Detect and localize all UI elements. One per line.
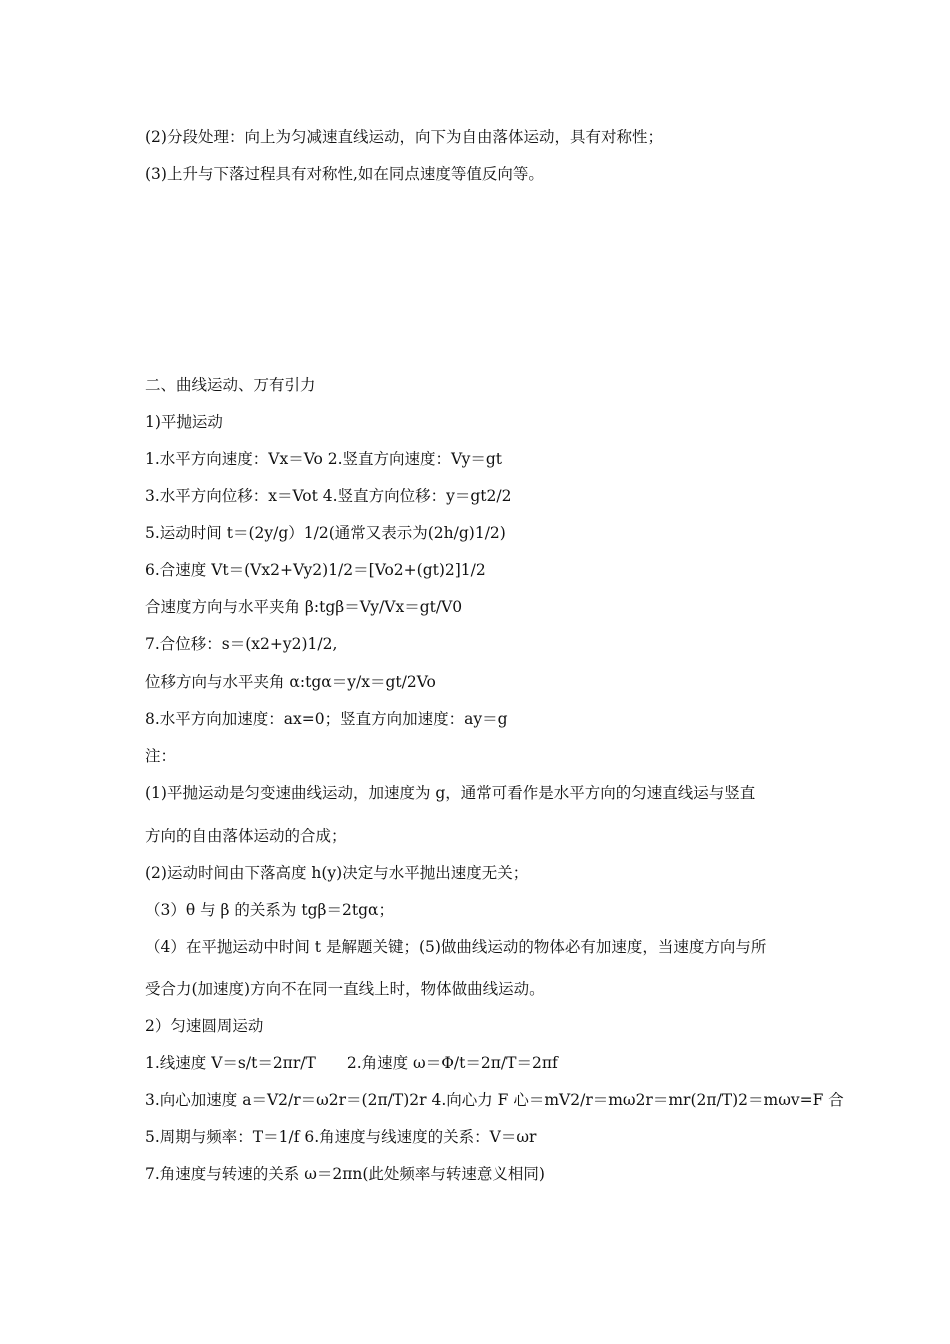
note-label: 注： <box>145 747 177 765</box>
note-line: (1)平抛运动是匀变速曲线运动，加速度为 g，通常可看作是水平方向的匀速直线运与竖直 <box>145 784 756 802</box>
formula-line: 5.周期与频率：T＝1/f 6.角速度与线速度的关系：V＝ωr <box>145 1128 537 1146</box>
formula-line: 位移方向与水平夹角 α:tgα＝y/x＝gt/2Vo <box>145 673 436 691</box>
note-line: （3）θ 与 β 的关系为 tgβ＝2tgα； <box>145 901 394 919</box>
text-line: (2)分段处理：向上为匀减速直线运动，向下为自由落体运动，具有对称性； <box>145 128 663 146</box>
formula-line: 6.合速度 Vt＝(Vx2+Vy2)1/2＝[Vo2+(gt)2]1/2 <box>145 561 486 579</box>
subsection-heading: 2）匀速圆周运动 <box>145 1017 264 1035</box>
note-line: (2)运动时间由下落高度 h(y)决定与水平抛出速度无关； <box>145 864 529 882</box>
formula-line: 3.向心加速度 a＝V2/r＝ω2r＝(2π/T)2r 4.向心力 F 心＝mV2/r＝mω2r＝mr(2π/T)2＝mωv=F 合 <box>145 1091 844 1109</box>
note-line: （4）在平抛运动中时间 t 是解题关键；(5)做曲线运动的物体必有加速度，当速度方向与所 <box>145 938 767 956</box>
formula-line: 1.线速度 V＝s/t＝2πr/T 2.角速度 ω＝Φ/t＝2π/T＝2πf <box>145 1054 558 1072</box>
formula-line: 8.水平方向加速度：ax=0；竖直方向加速度：ay＝g <box>145 710 508 728</box>
section-heading: 二、曲线运动、万有引力 <box>145 376 316 394</box>
formula-line: 合速度方向与水平夹角 β:tgβ＝Vy/Vx＝gt/V0 <box>145 598 463 616</box>
note-line: 方向的自由落体运动的合成； <box>145 827 347 845</box>
formula-line: 5.运动时间 t＝(2y/g）1/2(通常又表示为(2h/g)1/2) <box>145 524 506 542</box>
subsection-heading: 1)平抛运动 <box>145 413 223 431</box>
formula-line: 7.合位移：s＝(x2+y2)1/2, <box>145 635 338 653</box>
note-line: 受合力(加速度)方向不在同一直线上时，物体做曲线运动。 <box>145 980 545 998</box>
text-line: (3)上升与下落过程具有对称性,如在同点速度等值反向等。 <box>145 165 544 183</box>
formula-line: 7.角速度与转速的关系 ω＝2πn(此处频率与转速意义相同) <box>145 1165 545 1183</box>
formula-line: 1.水平方向速度：Vx＝Vo 2.竖直方向速度：Vy＝gt <box>145 450 503 468</box>
formula-line: 3.水平方向位移：x＝Vot 4.竖直方向位移：y＝gt2/2 <box>145 487 512 505</box>
